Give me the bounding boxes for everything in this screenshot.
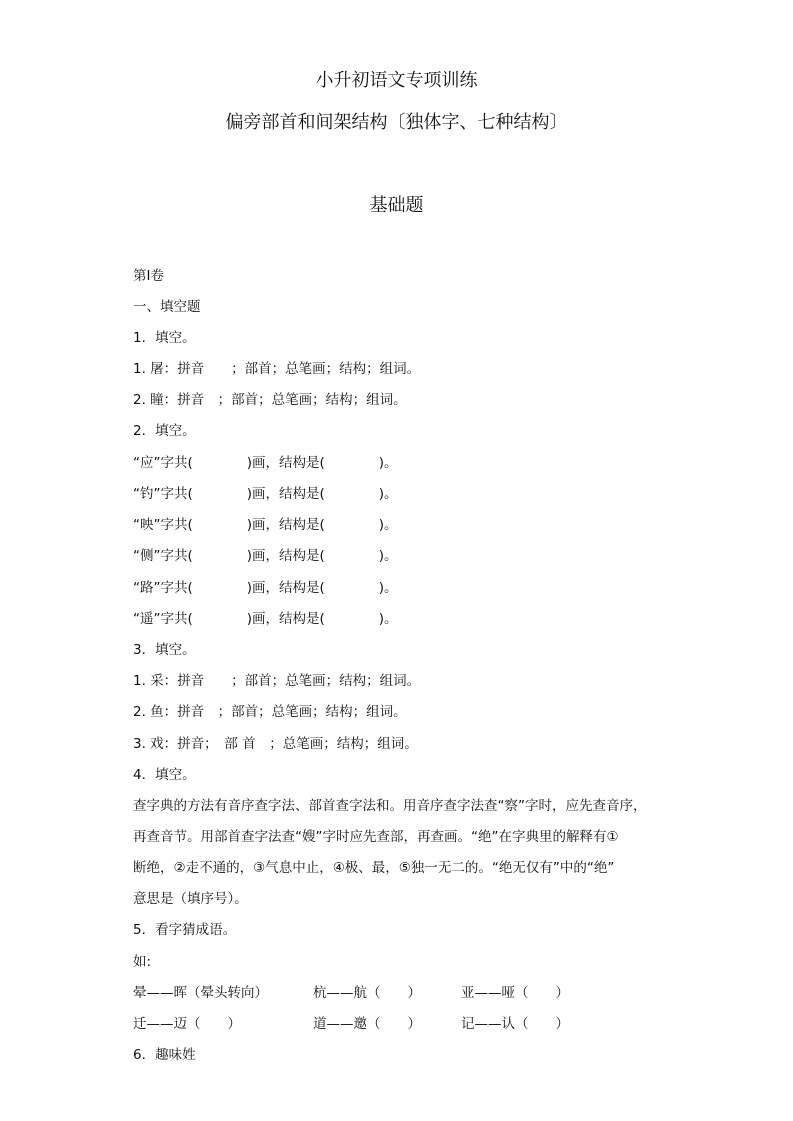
question-2-item: “遥”字共( )画，结构是( )。 [133,611,398,627]
question-4-text-line: 再查音节。用部首查字法查“嫂”字时应先查部，再查画。“绝”在字典里的解释有① [133,829,619,845]
question-2-label: 2．填空。 [133,423,196,439]
question-1-item: 2. 瞳：拼音 ；部首；总笔画；结构；组词。 [133,392,407,408]
idiom-cell: 亚——哑（ ） [461,985,569,1001]
question-3-label: 3．填空。 [133,642,196,658]
section-heading: 基础题 [369,195,424,216]
volume-label: 第I卷 [133,268,164,284]
question-2-item: “应”字共( )画，结构是( )。 [133,455,398,471]
question-2-item: “钓”字共( )画，结构是( )。 [133,486,398,502]
question-4-label: 4．填空。 [133,767,196,783]
question-2-item: “侧”字共( )画，结构是( )。 [133,548,398,564]
question-4-text-line: 断绝，②走不通的，③气息中止，④极、最，⑤独一无二的。“绝无仅有”中的“绝” [133,860,615,876]
question-2-item: “映”字共( )画，结构是( )。 [133,517,398,533]
idiom-cell: 杭——航（ ） [313,985,421,1001]
idiom-cell: 道——邀（ ） [313,1016,421,1032]
idiom-cell: 记——认（ ） [461,1016,569,1032]
document-title: 小升初语文专项训练 [315,70,478,91]
question-3-item: 2. 鱼：拼音 ；部首；总笔画；结构；组词。 [133,704,407,720]
part-heading: 一、填空题 [133,299,201,315]
idiom-cell: 晕——晖（晕头转向） [133,985,268,1001]
question-4-text-line: 意思是（填序号）。 [133,891,248,907]
question-3-item: 3. 戏：拼音； 部 首 ；总笔画；结构；组词。 [133,736,418,752]
idiom-cell: 迁——迈（ ） [133,1016,241,1032]
question-2-item: “路”字共( )画，结构是( )。 [133,580,398,596]
question-3-item: 1. 采：拼音 ；部首；总笔画；结构；组词。 [133,673,421,689]
example-label: 如: [133,954,152,970]
question-1-item: 1. 屠：拼音 ；部首；总笔画；结构；组词。 [133,361,421,377]
question-6-label: 6．趣味姓 [133,1047,196,1063]
question-5-label: 5．看字猜成语。 [133,922,237,938]
question-1-label: 1．填空。 [133,330,196,346]
document-subtitle: 偏旁部首和间架结构〔独体字、七种结构〕 [225,112,568,133]
question-4-text-line: 查字典的方法有音序查字法、部首查字法和。用音序查字法查“察”字时，应先查音序， [133,798,647,814]
